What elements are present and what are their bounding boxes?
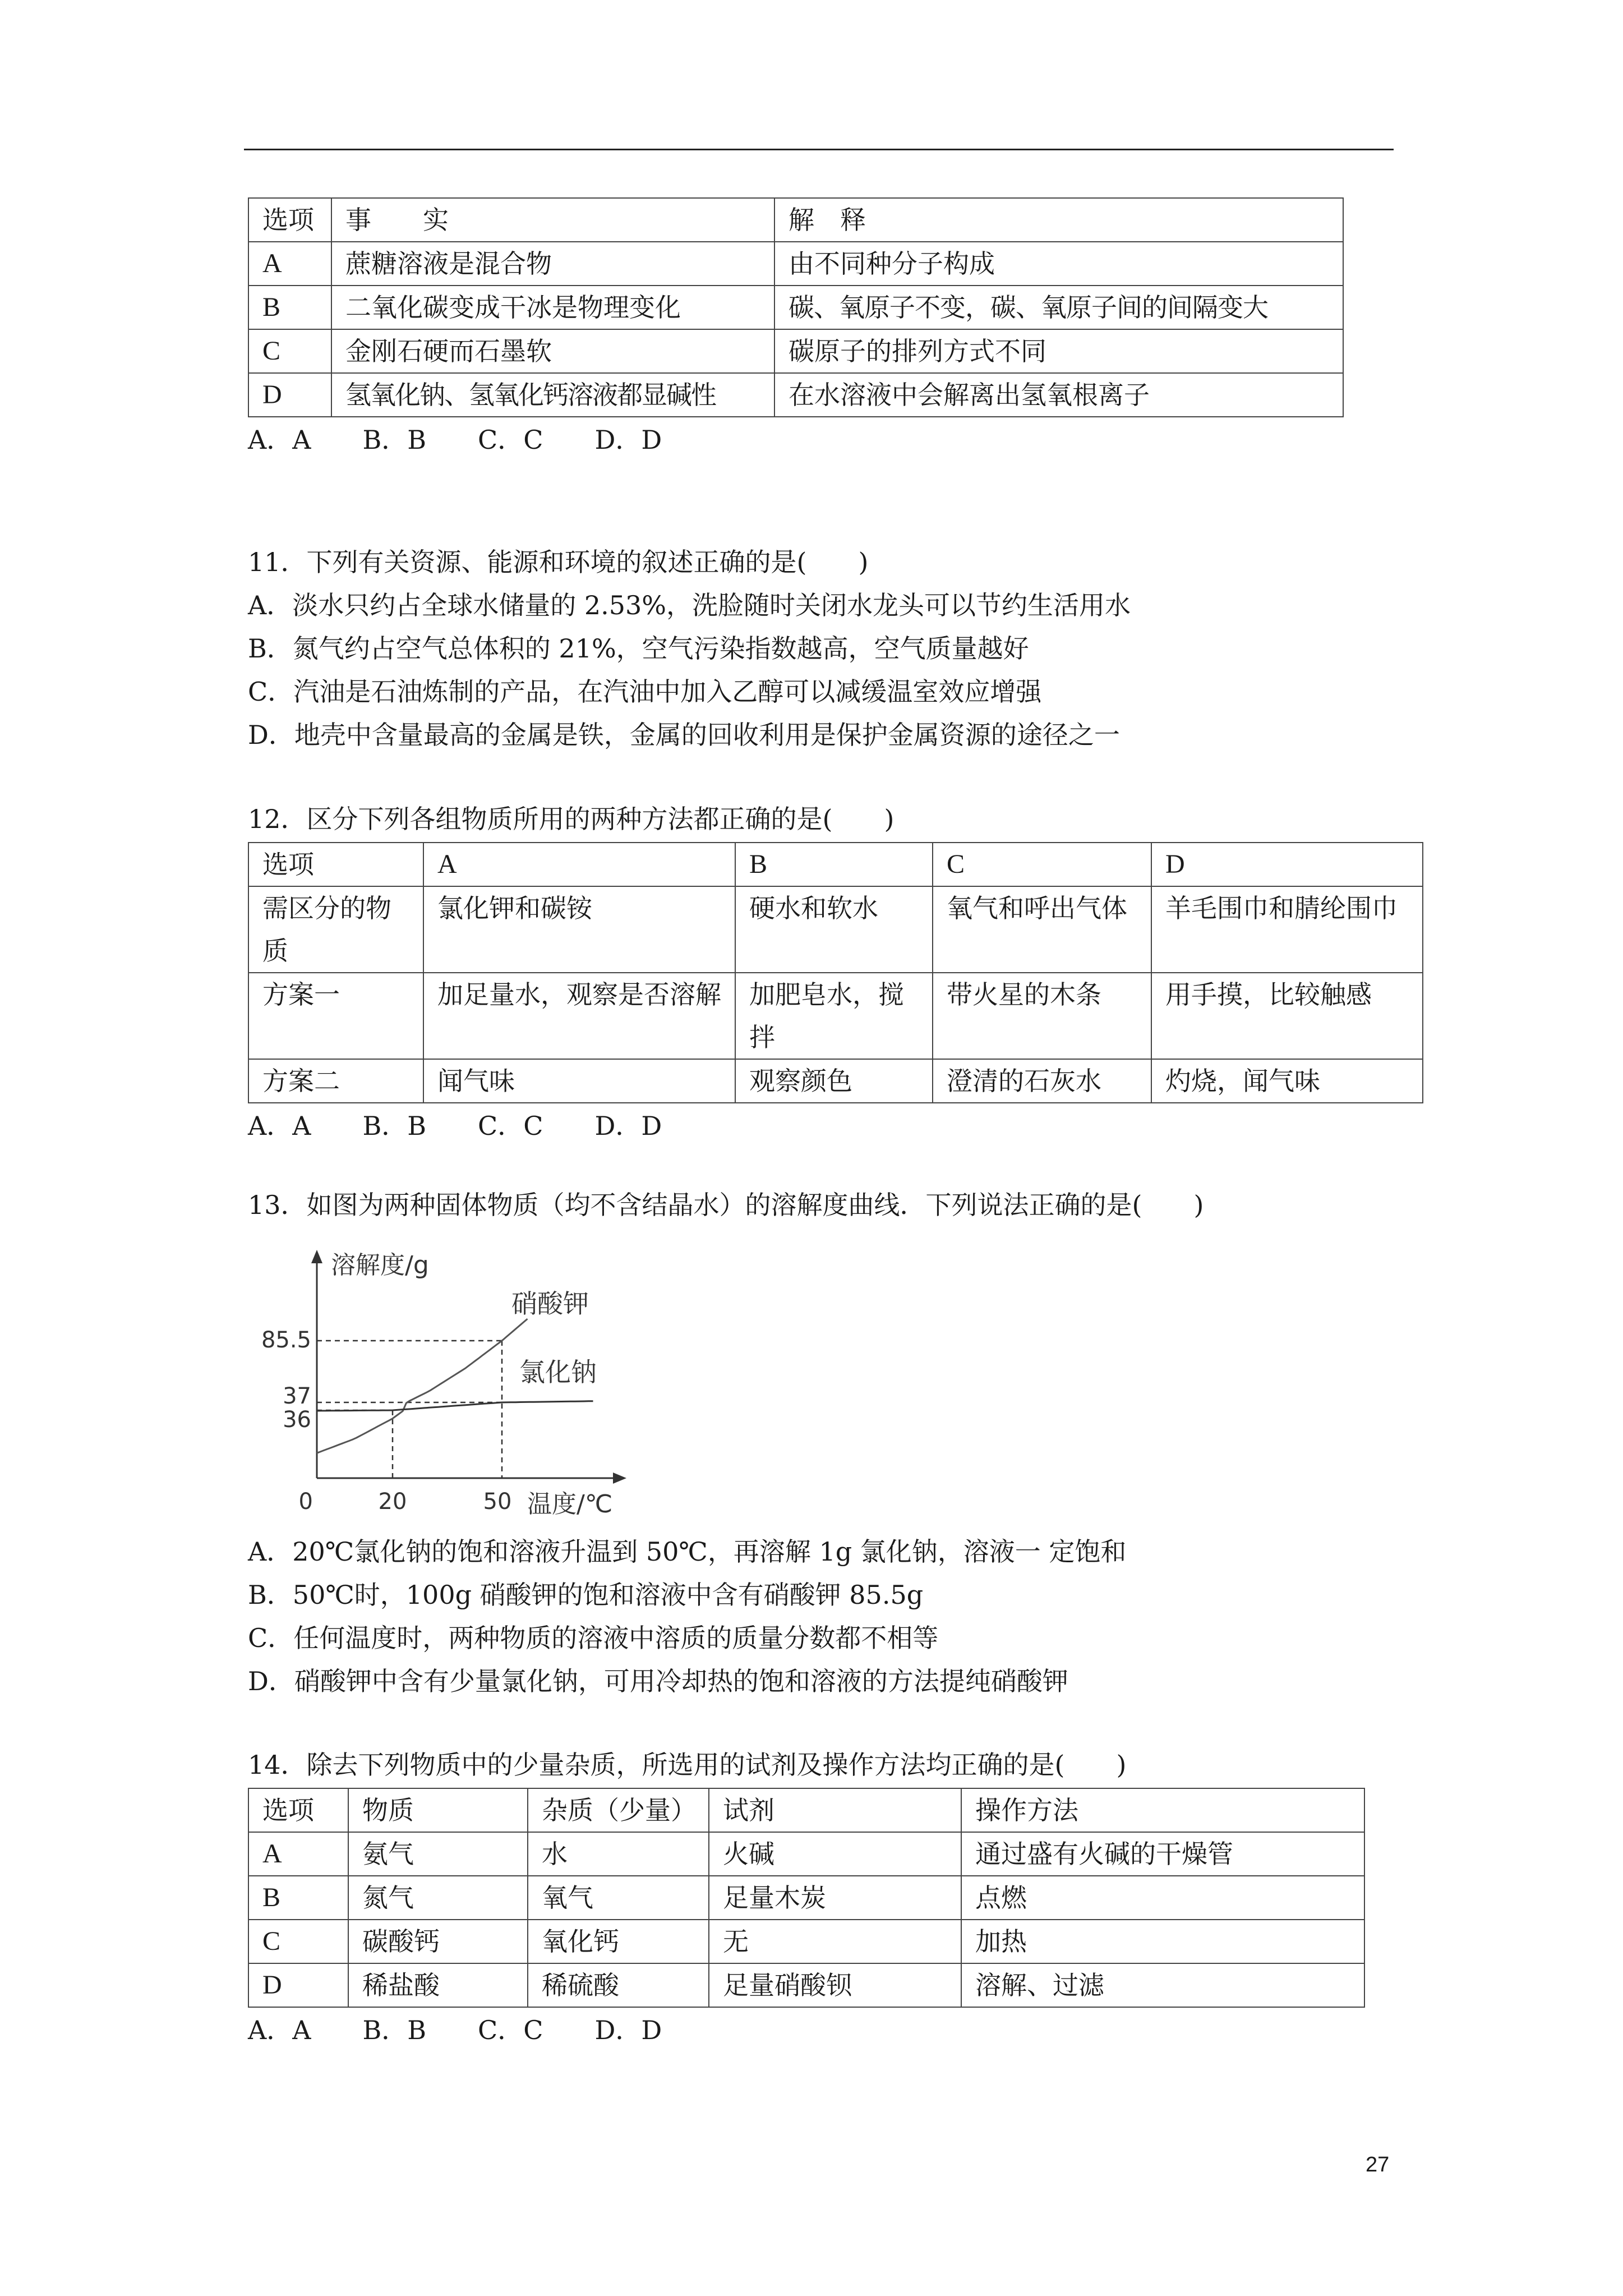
- table-cell: 观察颜色: [735, 1059, 933, 1103]
- header-rule: [244, 149, 1394, 150]
- table-cell: A: [248, 242, 331, 286]
- q14-block: [248, 1743, 1365, 2051]
- table-cell: 方案一: [248, 973, 423, 1059]
- table-cell: 选项: [248, 1788, 348, 1832]
- table-cell: 通过盛有火碱的干燥管: [961, 1832, 1364, 1876]
- table-row: [248, 843, 1423, 886]
- series-line-kno3: [317, 1319, 528, 1453]
- table-cell: 氧气: [528, 1876, 709, 1920]
- table-row: [248, 1876, 1364, 1920]
- origin-label: 0: [298, 1489, 313, 1515]
- table-row: [248, 1059, 1423, 1103]
- table-cell: 由不同种分子构成: [774, 242, 1343, 286]
- q14-options: A．A B．B C．C D．D: [248, 2015, 662, 2045]
- table-cell: 闻气味: [423, 1059, 735, 1103]
- table-cell: 试剂: [709, 1788, 961, 1832]
- table-row: [248, 329, 1343, 373]
- q13-option-c: C．任何温度时，两种物质的溶液中溶质的质量分数都不相等: [248, 1623, 939, 1653]
- q12-table: [248, 842, 1423, 1103]
- table-cell: C: [933, 843, 1151, 886]
- q10-block: [248, 197, 1344, 461]
- table-cell: 溶解、过滤: [961, 1963, 1364, 2007]
- x-axis-label: 温度/℃: [527, 1490, 613, 1519]
- table-row: [248, 973, 1423, 1059]
- table-cell: 氧气和呼出气体: [933, 886, 1151, 973]
- q13-option-d: D．硝酸钾中含有少量氯化钠，可用冷却热的饱和溶液的方法提纯硝酸钾: [248, 1666, 1068, 1696]
- table-cell: C: [248, 1920, 348, 1963]
- q11-option-c: C．汽油是石油炼制的产品，在汽油中加入乙醇可以减缓温室效应增强: [248, 677, 1042, 707]
- table-cell: B: [248, 1876, 348, 1920]
- table-cell: 足量木炭: [709, 1876, 961, 1920]
- table-cell: 点燃: [961, 1876, 1364, 1920]
- table-cell: 氧化钙: [528, 1920, 709, 1963]
- y-tick-label: 36: [283, 1407, 311, 1433]
- y-axis-label: 溶解度/g: [331, 1251, 429, 1280]
- table-cell: A: [248, 1832, 348, 1876]
- q10-options: A．A B．B C．C D．D: [248, 425, 662, 455]
- table-cell: 在水溶液中会解离出氢氧根离子: [774, 373, 1343, 417]
- table-cell: 加肥皂水，搅拌: [735, 973, 933, 1059]
- table-cell: 稀盐酸: [348, 1963, 528, 2007]
- table-cell: 蔗糖溶液是混合物: [331, 242, 774, 286]
- y-tick-label: 37: [283, 1383, 311, 1409]
- table-cell: 杂质（少量）: [528, 1788, 709, 1832]
- table-row: [248, 1920, 1364, 1963]
- table-row: [248, 242, 1343, 286]
- table-cell: 水: [528, 1832, 709, 1876]
- table-cell: 硬水和软水: [735, 886, 933, 973]
- table-row: [248, 1788, 1364, 1832]
- table-row: [248, 886, 1423, 973]
- q13-options-block: [248, 1530, 1126, 1703]
- q11-option-d: D．地壳中含量最高的金属是铁，金属的回收利用是保护金属资源的途径之一: [248, 720, 1120, 750]
- table-cell: D: [1151, 843, 1423, 886]
- y-axis-arrow: [311, 1250, 322, 1263]
- table-cell: B: [735, 843, 933, 886]
- table-cell: 选项: [248, 198, 331, 242]
- table-cell: 加热: [961, 1920, 1364, 1963]
- table-cell: 碳原子的排列方式不同: [774, 329, 1343, 373]
- table-cell: 事 实: [331, 198, 774, 242]
- table-cell: 物质: [348, 1788, 528, 1832]
- q13-stem: 13．如图为两种固体物质（均不含结晶水）的溶解度曲线．下列说法正确的是( ): [248, 1190, 1204, 1220]
- table-cell: 澄清的石灰水: [933, 1059, 1151, 1103]
- table-cell: 无: [709, 1920, 961, 1963]
- q14-table: [248, 1788, 1365, 2008]
- table-cell: 二氧化碳变成干冰是物理变化: [331, 286, 774, 329]
- solubility-chart: [236, 1240, 662, 1520]
- table-cell: A: [423, 843, 735, 886]
- y-tick-label: 85.5: [261, 1327, 311, 1353]
- x-tick-label: 20: [378, 1489, 407, 1515]
- q11-block: [248, 541, 1131, 757]
- table-cell: 加足量水，观察是否溶解: [423, 973, 735, 1059]
- q11-stem: 11．下列有关资源、能源和环境的叙述正确的是( ): [248, 547, 869, 577]
- table-cell: 操作方法: [961, 1788, 1364, 1832]
- table-row: [248, 198, 1343, 242]
- table-row: [248, 1963, 1364, 2007]
- table-cell: 需区分的物质: [248, 886, 423, 973]
- table-cell: 稀硫酸: [528, 1963, 709, 2007]
- x-axis-arrow: [613, 1473, 626, 1484]
- q12-block: [248, 798, 1423, 1147]
- table-cell: C: [248, 329, 331, 373]
- q12-options: A．A B．B C．C D．D: [248, 1111, 662, 1141]
- table-row: [248, 1832, 1364, 1876]
- table-row: [248, 286, 1343, 329]
- table-cell: 灼烧，闻气味: [1151, 1059, 1423, 1103]
- table-cell: B: [248, 286, 331, 329]
- table-cell: 碳酸钙: [348, 1920, 528, 1963]
- q14-stem: 14．除去下列物质中的少量杂质，所选用的试剂及操作方法均正确的是( ): [248, 1750, 1127, 1780]
- q13-option-a: A．20℃氯化钠的饱和溶液升温到 50℃，再溶解 1g 氯化钠，溶液一 定饱和: [248, 1536, 1127, 1567]
- table-cell: 氢氧化钠、氢氧化钙溶液都显碱性: [331, 373, 774, 417]
- table-cell: 选项: [248, 843, 423, 886]
- series-label-kno3: 硝酸钾: [511, 1289, 589, 1319]
- table-cell: 火碱: [709, 1832, 961, 1876]
- table-cell: 氮气: [348, 1876, 528, 1920]
- table-cell: D: [248, 1963, 348, 2007]
- x-tick-label: 50: [483, 1489, 512, 1515]
- q11-option-a: A．淡水只约占全球水储量的 2.53%，洗脸随时关闭水龙头可以节约生活用水: [248, 590, 1131, 620]
- table-cell: 氯化钾和碳铵: [423, 886, 735, 973]
- table-cell: 金刚石硬而石墨软: [331, 329, 774, 373]
- table-cell: 用手摸，比较触感: [1151, 973, 1423, 1059]
- q13-option-b: B．50℃时，100g 硝酸钾的饱和溶液中含有硝酸钾 85.5g: [248, 1580, 924, 1610]
- series-label-nacl: 氯化钠: [519, 1357, 597, 1387]
- table-cell: 解 释: [774, 198, 1343, 242]
- table-cell: 氨气: [348, 1832, 528, 1876]
- q10-table: [248, 197, 1344, 417]
- table-cell: D: [248, 373, 331, 417]
- table-cell: 带火星的木条: [933, 973, 1151, 1059]
- table-cell: 方案二: [248, 1059, 423, 1103]
- table-row: [248, 373, 1343, 417]
- q13-stem-block: [248, 1184, 1204, 1227]
- q11-option-b: B．氮气约占空气总体积的 21%，空气污染指数越高，空气质量越好: [248, 633, 1029, 664]
- page-number: 27: [1366, 2153, 1390, 2177]
- table-cell: 足量硝酸钡: [709, 1963, 961, 2007]
- table-cell: 碳、氧原子不变，碳、氧原子间的间隔变大: [774, 286, 1343, 329]
- table-cell: 羊毛围巾和腈纶围巾: [1151, 886, 1423, 973]
- q12-stem: 12．区分下列各组物质所用的两种方法都正确的是( ): [248, 804, 895, 834]
